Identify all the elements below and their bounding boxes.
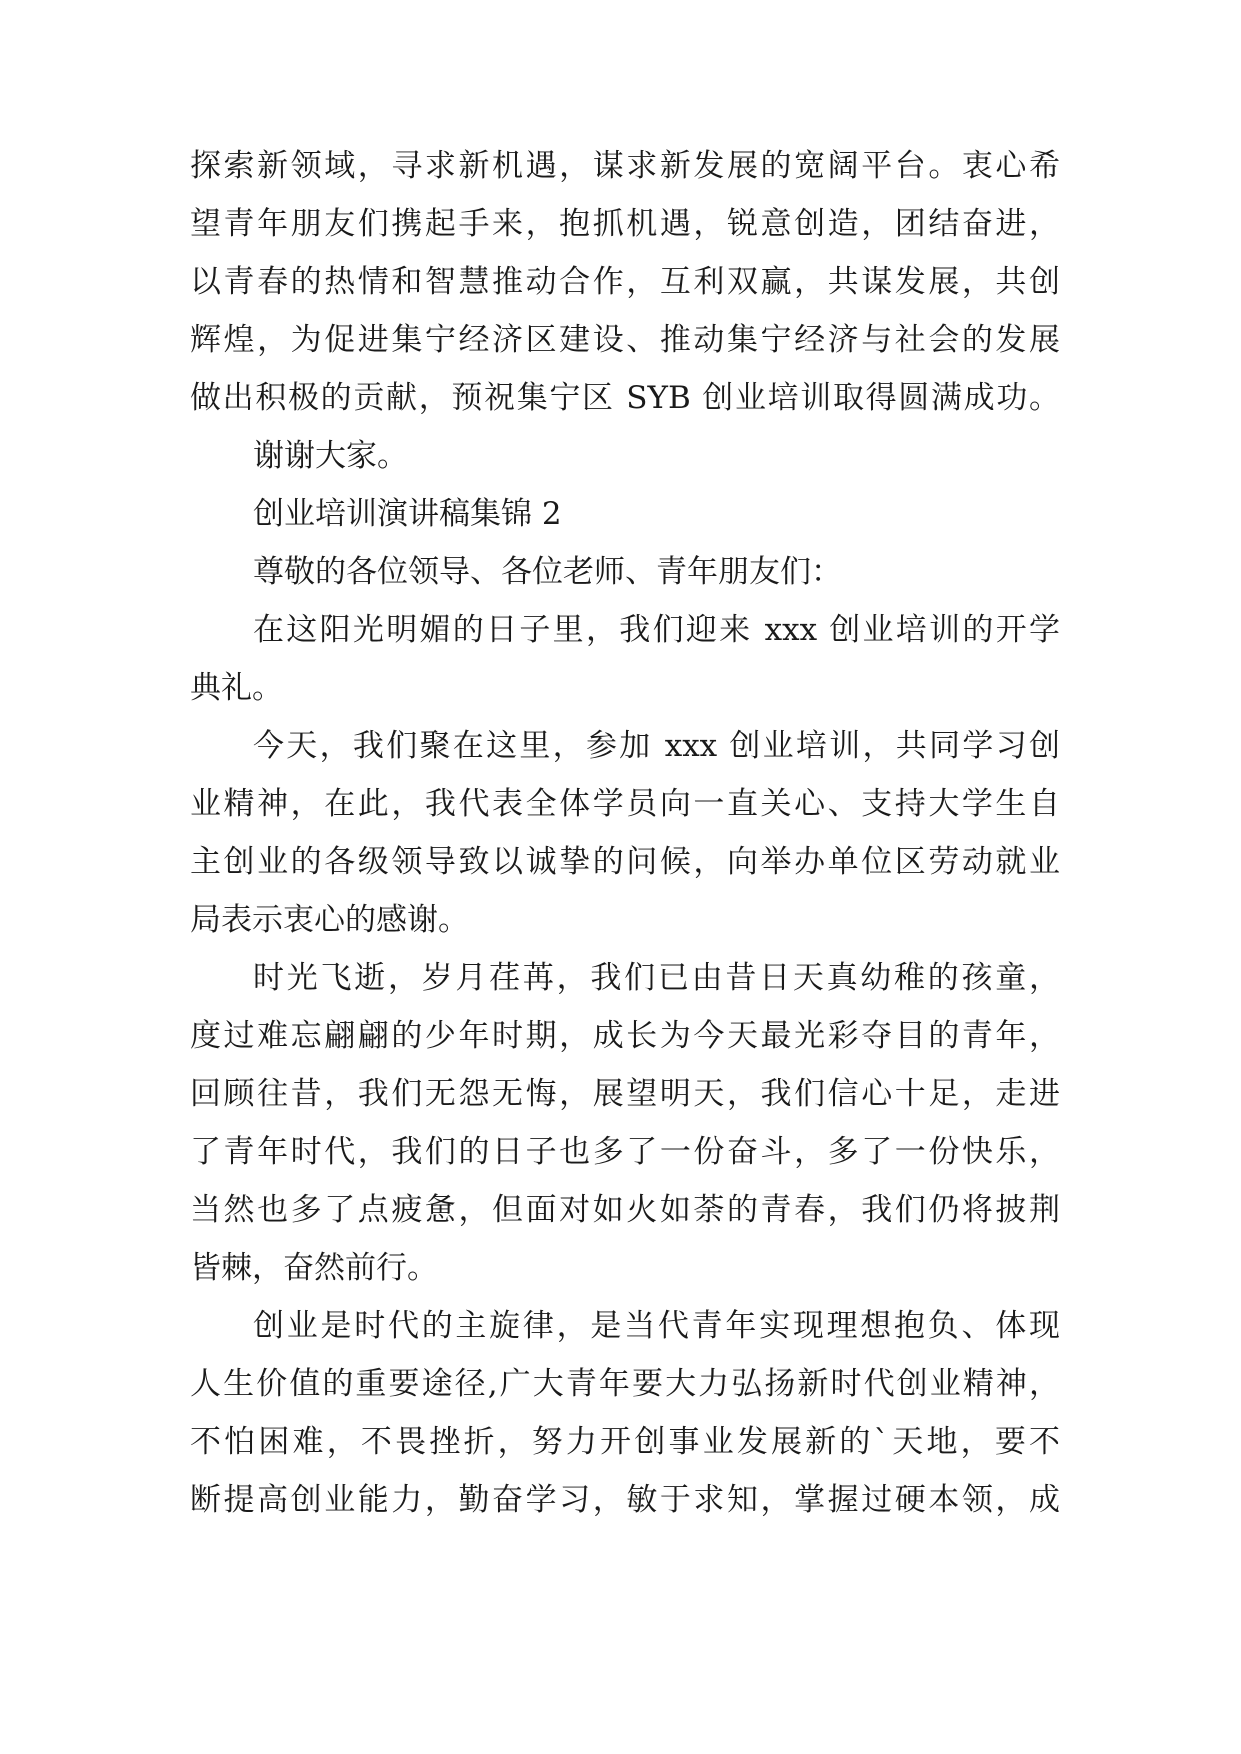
text-line: 回顾往昔，我们无怨无悔，展望明天，我们信心十足，走进 bbox=[190, 1076, 1060, 1112]
text-line: 望青年朋友们携起手来，抱抓机遇，锐意创造，团结奋进， bbox=[190, 206, 1060, 242]
text-line: 断提高创业能力，勤奋学习，敏于求知，掌握过硬本领，成 bbox=[190, 1482, 1060, 1518]
section-title: 创业培训演讲稿集锦 2 bbox=[253, 496, 562, 532]
text-line: 以青春的热情和智慧推动合作，互利双赢，共谋发展，共创 bbox=[190, 264, 1060, 300]
text-line: 做出积极的贡献，预祝集宁区 SYB 创业培训取得圆满成功。 bbox=[190, 380, 1060, 416]
text-line: 人生价值的重要途径,广大青年要大力弘扬新时代创业精神， bbox=[190, 1366, 1060, 1402]
text-line: 辉煌，为促进集宁经济区建设、推动集宁经济与社会的发展 bbox=[190, 322, 1060, 358]
text-line: 在这阳光明媚的日子里，我们迎来 xxx 创业培训的开学 bbox=[253, 612, 1060, 648]
text-line: 不怕困难，不畏挫折，努力开创事业发展新的`天地，要不 bbox=[190, 1424, 1060, 1460]
text-line: 探索新领域，寻求新机遇，谋求新发展的宽阔平台。衷心希 bbox=[190, 148, 1060, 184]
salutation: 尊敬的各位领导、各位老师、青年朋友们： bbox=[253, 554, 842, 590]
text-line: 业精神，在此，我代表全体学员向一直关心、支持大学生自 bbox=[190, 786, 1060, 822]
text-line: 了青年时代，我们的日子也多了一份奋斗，多了一份快乐， bbox=[190, 1134, 1060, 1170]
text-line: 今天，我们聚在这里，参加 xxx 创业培训，共同学习创 bbox=[253, 728, 1060, 764]
text-line: 皆棘，奋然前行。 bbox=[190, 1250, 438, 1286]
text-line: 主创业的各级领导致以诚挚的问候，向举办单位区劳动就业 bbox=[190, 844, 1060, 880]
text-line: 时光飞逝，岁月荏苒，我们已由昔日天真幼稚的孩童， bbox=[253, 960, 1060, 996]
text-line: 典礼。 bbox=[190, 670, 283, 706]
closing-line: 谢谢大家。 bbox=[253, 438, 408, 474]
text-line: 局表示衷心的感谢。 bbox=[190, 902, 469, 938]
text-line: 当然也多了点疲惫，但面对如火如荼的青春，我们仍将披荆 bbox=[190, 1192, 1060, 1228]
text-line: 创业是时代的主旋律，是当代青年实现理想抱负、体现 bbox=[253, 1308, 1060, 1344]
text-line: 度过难忘翩翩的少年时期，成长为今天最光彩夺目的青年， bbox=[190, 1018, 1060, 1054]
